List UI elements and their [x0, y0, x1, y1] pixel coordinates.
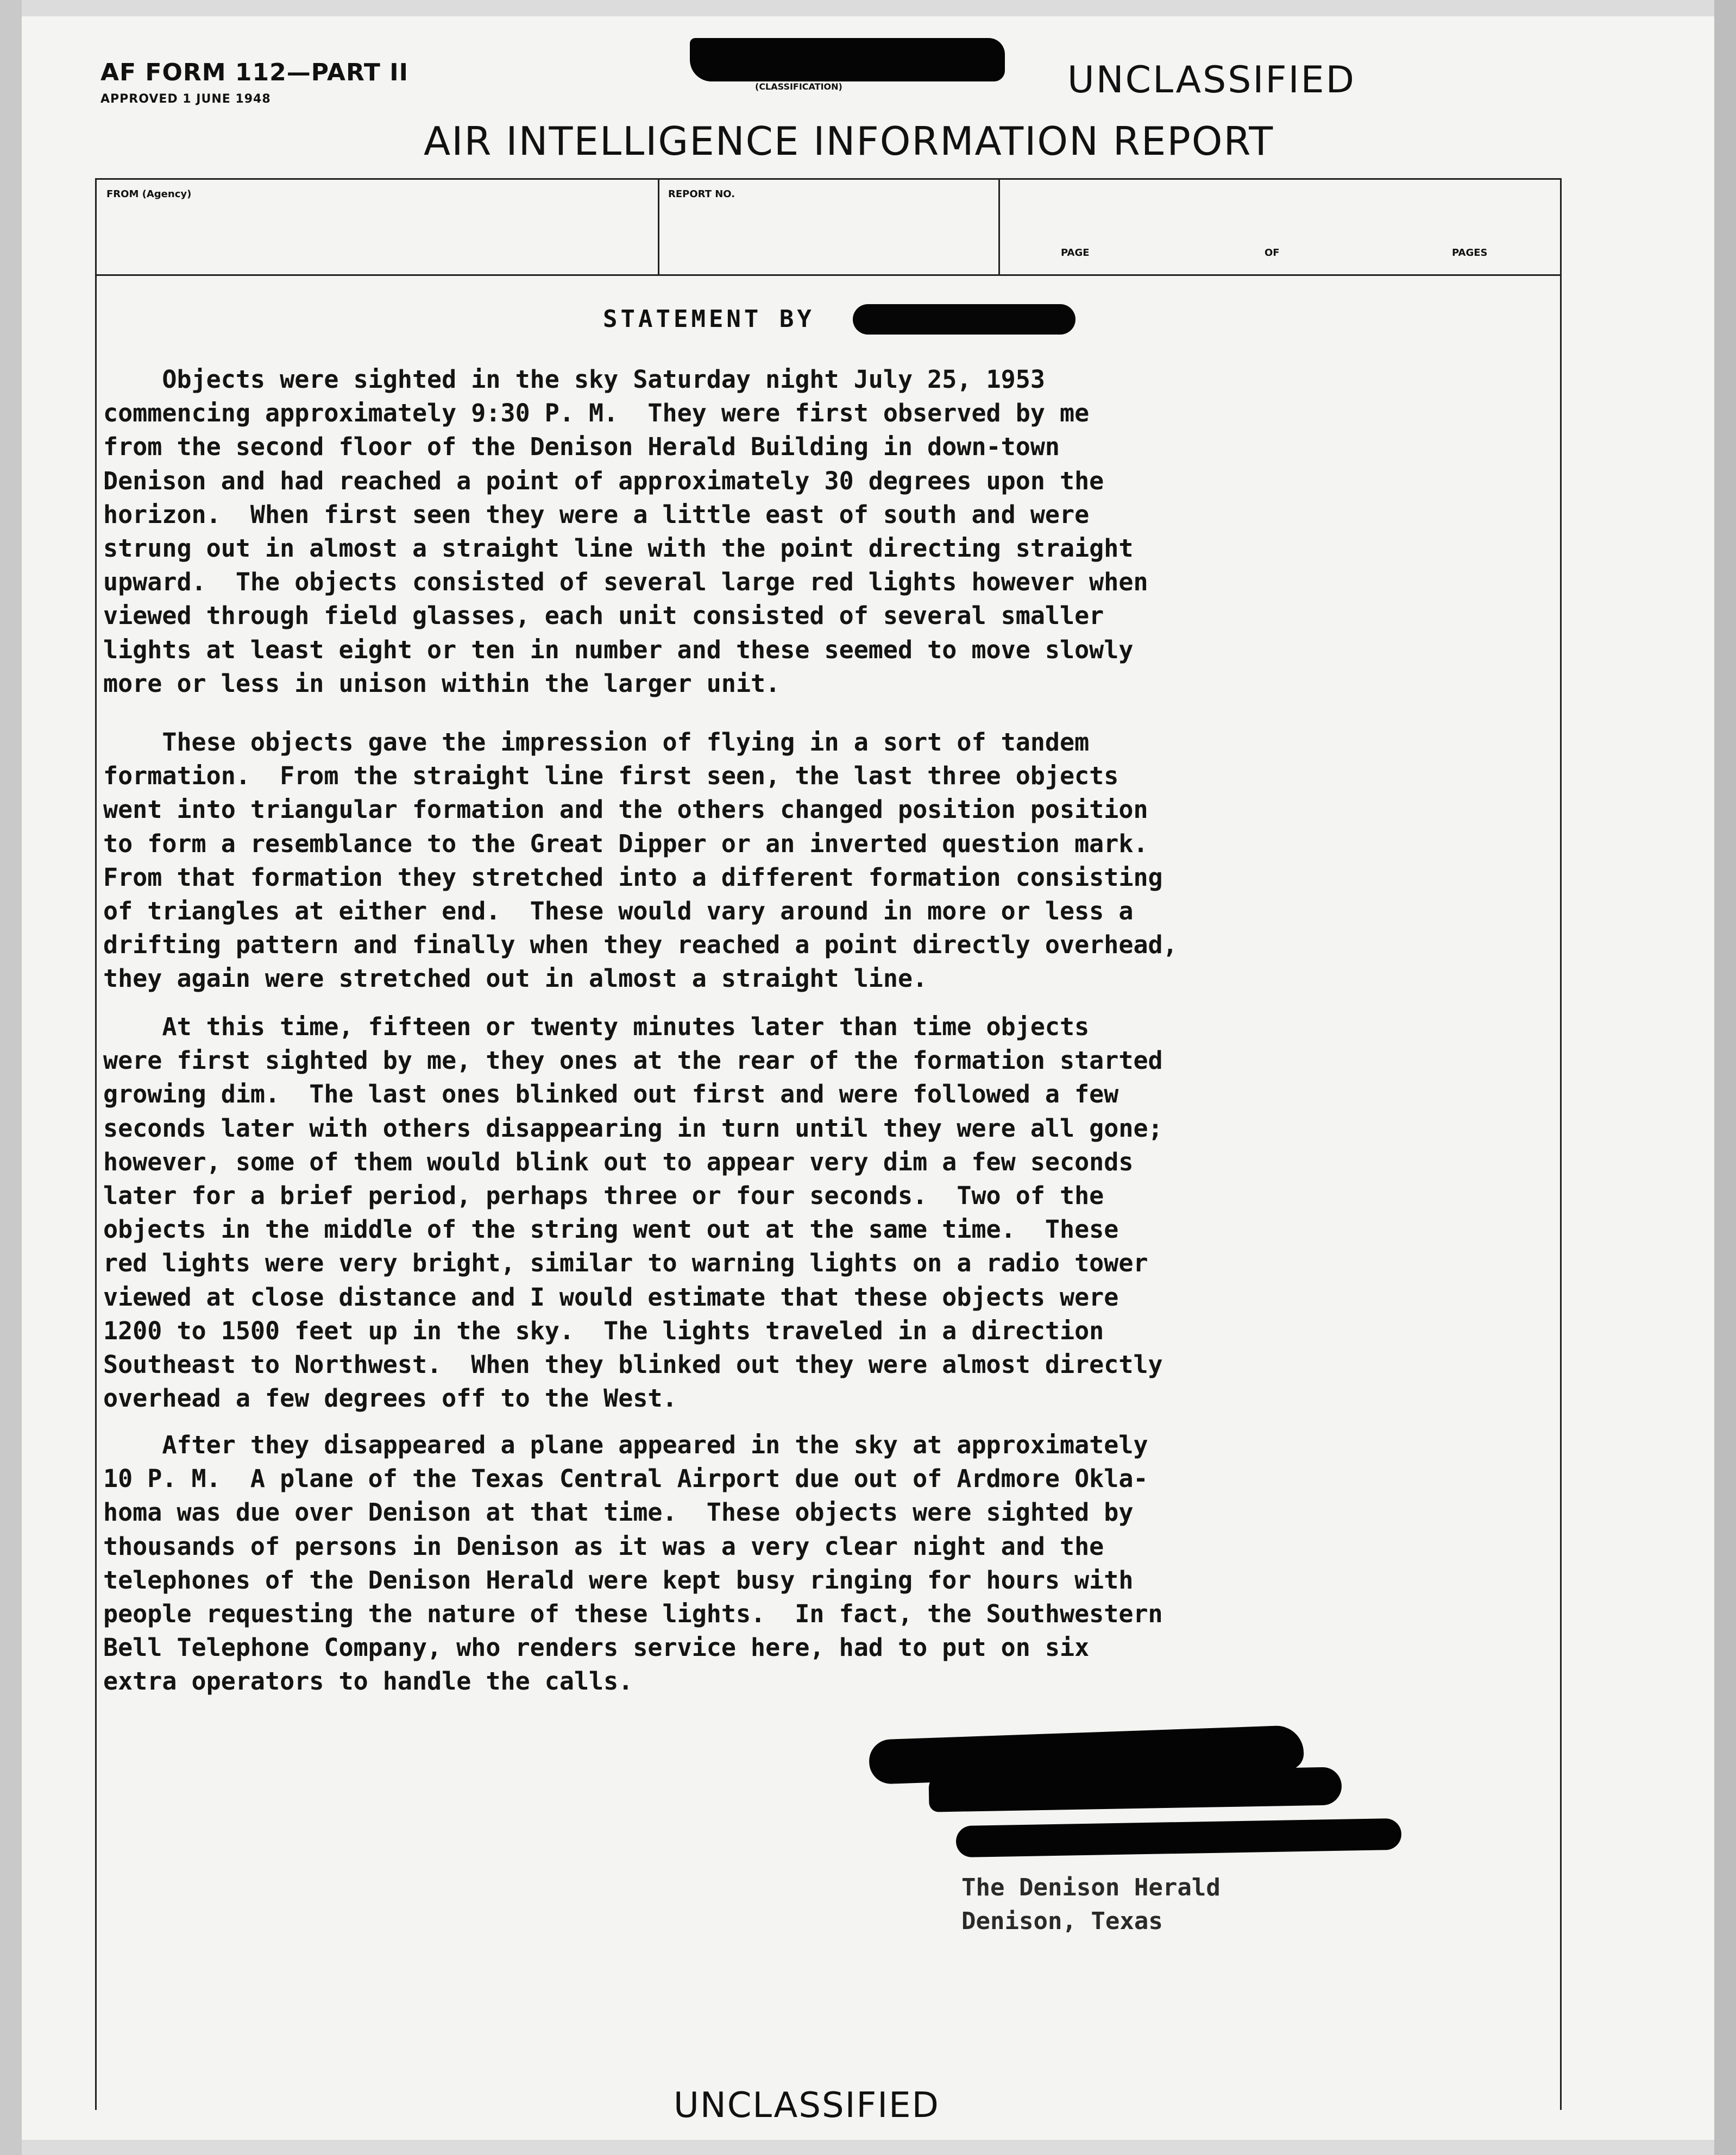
statement-paragraph: These objects gave the impression of flying in a sort of tandem formation. From the straight line first seen, the last three objects went into triangular formation and the others changed position position to form a resemblance to the Great Dipper or an inverted question mark. From that formation they stretched into a different formation consisting of triangles at either end. These would vary around in more or less a drifting pattern and finally when they reached a point directly overhead, they again were stretched out in almost a straight line. — [103, 728, 1178, 993]
report-number-label: REPORT NO. — [668, 188, 735, 200]
scan-edge-left — [0, 0, 22, 2155]
report-title: AIR INTELLIGENCE INFORMATION REPORT — [424, 118, 1274, 164]
of-label: OF — [1265, 247, 1280, 259]
report-header-box — [95, 178, 1562, 276]
from-agency-label: FROM (Agency) — [106, 188, 192, 200]
form-approval-date: APPROVED 1 JUNE 1948 — [100, 92, 271, 106]
statement-paragraph: At this time, fifteen or twenty minutes later than time objects were first sighted by me, they ones at the rear of the formation started growing dim. The last ones blinked out first and were followed a few seconds later with others disappearing in turn until they were all gone; however, some of them would blink out to appear very dim a few seconds later for a brief period, perhaps three or four seconds. Two of the objects in the middle of the string went out at the same time. These red lights were very bright, similar to warning lights on a radio tower viewed at close distance and I would estimate that these objects were 1200 to 1500 feet up in the sky. The lights traveled in a direction Southeast to Northwest. When they blinked out they were almost directly overhead a few degrees off to the West. — [103, 1012, 1163, 1413]
page-label: PAGE — [1061, 247, 1090, 259]
classification-stamp-bottom: UNCLASSIFIED — [674, 2085, 940, 2126]
name-redaction — [853, 304, 1075, 335]
classification-stamp-top: UNCLASSIFIED — [1067, 59, 1356, 102]
scan-edge-right — [1714, 0, 1736, 2155]
pages-label: PAGES — [1452, 247, 1488, 259]
header-divider — [658, 180, 659, 274]
statement-paragraph: After they disappeared a plane appeared in the sky at approximately 10 P. M. A plane of the Texas Central Airport due out of Ardmore Okla- homa was due over Denison at that time. These objects were sighted by thousands of persons in Denison as it was a very clear night and the telephones of the Denison Herald were kept busy ringing for hours with people requesting the nature of these lights. In fact, the Southwestern Bell Telephone Company, who renders service here, had to put on six extra operators to handle the calls. — [103, 1431, 1163, 1696]
statement-heading: STATEMENT BY — [603, 305, 815, 333]
classification-redaction — [690, 38, 1005, 81]
header-divider — [998, 180, 1000, 274]
signature-organization: The Denison Herald — [961, 1874, 1221, 1901]
classification-caption: (CLASSIFICATION) — [755, 81, 842, 92]
statement-paragraph: Objects were sighted in the sky Saturday night July 25, 1953 commencing approximately 9:30 P. M. They were first observed by me from the second floor of the Denison Herald Building in down-town Denison and had reached a point of approximately 30 degrees upon the horizon. When first seen they were a little east of south and were strung out in almost a straight line with the point directing straight upward. The objects consisted of several large red lights however when viewed through field glasses, each unit consisted of several smaller lights at least eight or ten in number and these seemed to move slowly more or less in unison within the larger unit. — [103, 365, 1148, 698]
signature-city: Denison, Texas — [961, 1907, 1163, 1935]
signature-redaction — [928, 1767, 1342, 1812]
form-identifier: AF FORM 112—PART II — [100, 59, 408, 86]
